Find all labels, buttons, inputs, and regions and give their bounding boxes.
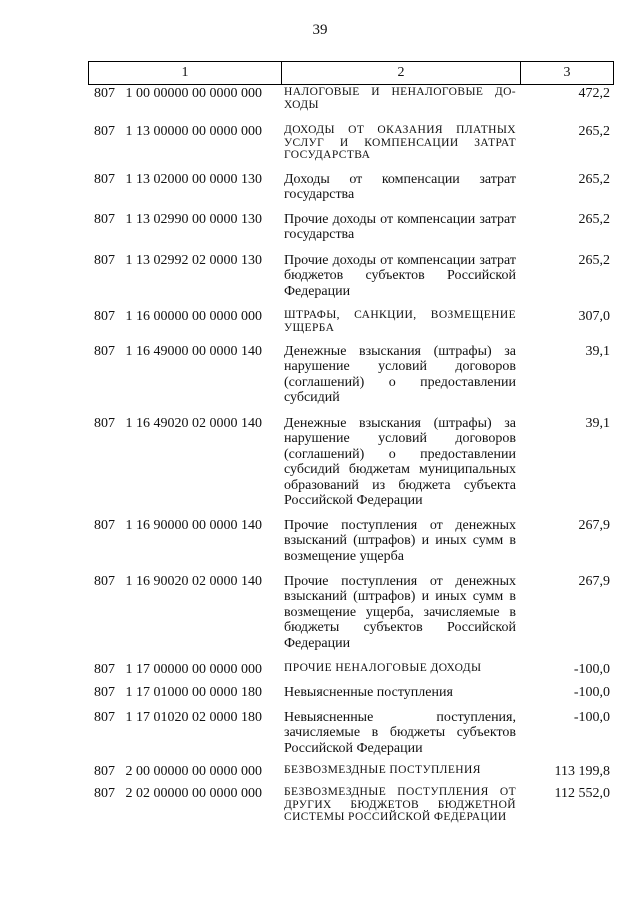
row-code: 807 1 13 02992 02 0000 130 bbox=[94, 253, 262, 268]
row-code: 807 1 13 00000 00 0000 000 bbox=[94, 124, 262, 139]
header-col-2: 2 bbox=[282, 62, 521, 84]
row-description: Невыясненные поступления, зачисляемые в бюджеты субъектов Российской Федерации bbox=[284, 710, 516, 756]
row-amount: -100,0 bbox=[573, 685, 610, 700]
row-amount: 265,2 bbox=[578, 124, 610, 139]
row-code: 807 2 00 00000 00 0000 000 bbox=[94, 764, 262, 779]
row-description: Прочие доходы от компенсации затрат бюджетов субъектов Российской Федерации bbox=[284, 253, 516, 299]
row-amount: 472,2 bbox=[578, 86, 610, 101]
table-header bbox=[88, 61, 614, 85]
row-amount: 112 552,0 bbox=[554, 786, 610, 801]
row-description: Прочие поступления от денежных взысканий (штрафов) и иных сумм в возмещение ущерба, зачисляемые в бюджеты субъектов Российской Федерации bbox=[284, 574, 516, 651]
row-description: Денежные взыскания (штрафы) за нарушение условий договоров (соглашений) о предоставлении субсидий бюджетам муниципальных образований из бюджета субъекта Российской Федерации bbox=[284, 416, 516, 509]
row-code: 807 1 17 00000 00 0000 000 bbox=[94, 662, 262, 677]
row-amount: 265,2 bbox=[578, 253, 610, 268]
row-description: Денежные взыскания (штрафы) за нарушение условий договоров (соглашений) о предоставлении субсидий bbox=[284, 344, 516, 406]
page-number: 39 bbox=[312, 22, 328, 38]
header-col-1: 1 bbox=[89, 62, 282, 84]
row-amount: 265,2 bbox=[578, 172, 610, 187]
row-amount: 113 199,8 bbox=[554, 764, 610, 779]
row-amount: -100,0 bbox=[573, 662, 610, 677]
row-code: 807 1 16 90000 00 0000 140 bbox=[94, 518, 262, 533]
row-amount: 265,2 bbox=[578, 212, 610, 227]
row-description: Доходы от компенсации затрат государства bbox=[284, 172, 516, 203]
row-description: ДОХОДЫ ОТ ОКАЗАНИЯ ПЛАТНЫХ УСЛУГ И КОМПЕНСАЦИИ ЗАТРАТ ГОСУДАРСТВА bbox=[284, 124, 516, 162]
row-amount: 39,1 bbox=[585, 344, 610, 359]
row-code: 807 1 16 00000 00 0000 000 bbox=[94, 309, 262, 324]
row-amount: 267,9 bbox=[578, 518, 610, 533]
row-amount: 267,9 bbox=[578, 574, 610, 589]
row-code: 807 1 13 02990 00 0000 130 bbox=[94, 212, 262, 227]
row-description: Невыясненные поступления bbox=[284, 685, 453, 700]
header-col-3: 3 bbox=[563, 65, 571, 80]
row-code: 807 1 17 01000 00 0000 180 bbox=[94, 685, 262, 700]
row-description: ПРОЧИЕ НЕНАЛОГОВЫЕ ДОХОДЫ bbox=[284, 662, 482, 674]
row-description: НАЛОГОВЫЕ И НЕНАЛОГОВЫЕ ДО-ХОДЫ bbox=[284, 86, 516, 111]
row-description: БЕЗВОЗМЕЗДНЫЕ ПОСТУПЛЕНИЯ bbox=[284, 764, 481, 776]
row-description: БЕЗВОЗМЕЗДНЫЕ ПОСТУПЛЕНИЯ ОТ ДРУГИХ БЮДЖЕТОВ БЮДЖЕТНОЙ СИСТЕМЫ РОССИЙСКОЙ ФЕДЕРАЦИИ bbox=[284, 786, 516, 824]
row-amount: 39,1 bbox=[585, 416, 610, 431]
row-amount: -100,0 bbox=[573, 710, 610, 725]
row-code: 807 1 16 90020 02 0000 140 bbox=[94, 574, 262, 589]
row-code: 807 2 02 00000 00 0000 000 bbox=[94, 786, 262, 801]
row-amount: 307,0 bbox=[578, 309, 610, 324]
row-code: 807 1 13 02000 00 0000 130 bbox=[94, 172, 262, 187]
row-code: 807 1 00 00000 00 0000 000 bbox=[94, 86, 262, 101]
row-code: 807 1 17 01020 02 0000 180 bbox=[94, 710, 262, 725]
row-description: Прочие поступления от денежных взысканий (штрафов) и иных сумм в возмещение ущерба bbox=[284, 518, 516, 564]
row-description: ШТРАФЫ, САНКЦИИ, ВОЗМЕЩЕНИЕ УЩЕРБА bbox=[284, 309, 516, 334]
row-description: Прочие доходы от компенсации затрат государства bbox=[284, 212, 516, 243]
row-code: 807 1 16 49000 00 0000 140 bbox=[94, 344, 262, 359]
row-code: 807 1 16 49020 02 0000 140 bbox=[94, 416, 262, 431]
